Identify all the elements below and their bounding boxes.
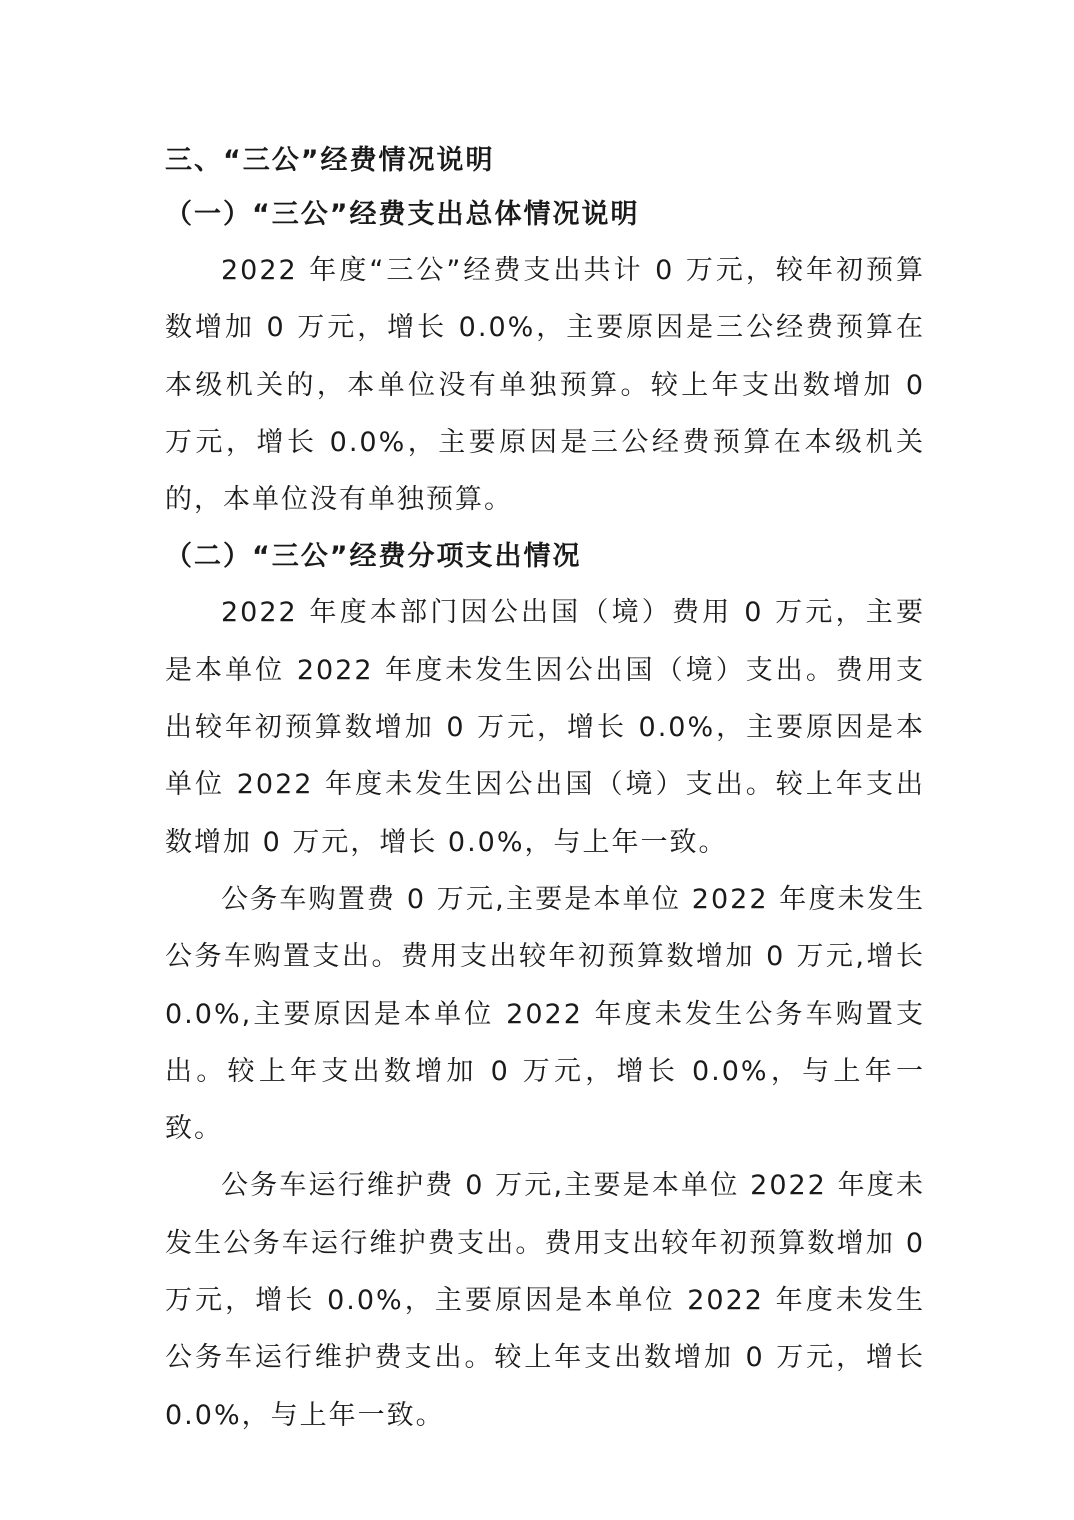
paragraph-vehicle-purchase: 公务车购置费 0 万元,主要是本单位 2022 年度未发生公务车购置支出。费用支出较年初预算数增加 0 万元,增长 0.0%,主要原因是本单位 2022 年度未发生公务车购置支出。较上年支出数增加 0 万元，增长 0.0%，与上年一致。 bbox=[165, 883, 925, 1145]
subsection-title-itemized: （二）“三公”经费分项支出情况 bbox=[165, 541, 582, 573]
section-title: 三、“三公”经费情况说明 bbox=[165, 145, 495, 176]
paragraph-overseas-travel: 2022 年度本部门因公出国（境）费用 0 万元，主要是本单位 2022 年度未发生因公出国（境）支出。费用支出较年初预算数增加 0 万元，增长 0.0%，主要原因是本单位 2022 年度未发生因公出国（境）支出。较上年支出数增加 0 万元，增长 0.0%，与上年一致。 bbox=[165, 597, 925, 858]
document-page bbox=[165, 134, 925, 1444]
paragraph-vehicle-maintenance: 公务车运行维护费 0 万元,主要是本单位 2022 年度未发生公务车运行维护费支出。费用支出较年初预算数增加 0 万元，增长 0.0%，主要原因是本单位 2022 年度未发生公务车运行维护费支出。较上年支出数增加 0 万元，增长 0.0%，与上年一致。 bbox=[165, 1170, 925, 1431]
subsection-title-overall: （一）“三公”经费支出总体情况说明 bbox=[165, 199, 640, 230]
paragraph-overall: 2022 年度“三公”经费支出共计 0 万元，较年初预算数增加 0 万元，增长 0.0%，主要原因是三公经费预算在本级机关的，本单位没有单独预算。较上年支出数增加 0 万元，增长 0.0%，主要原因是三公经费预算在本级机关的，本单位没有单独预算。 bbox=[165, 255, 925, 516]
